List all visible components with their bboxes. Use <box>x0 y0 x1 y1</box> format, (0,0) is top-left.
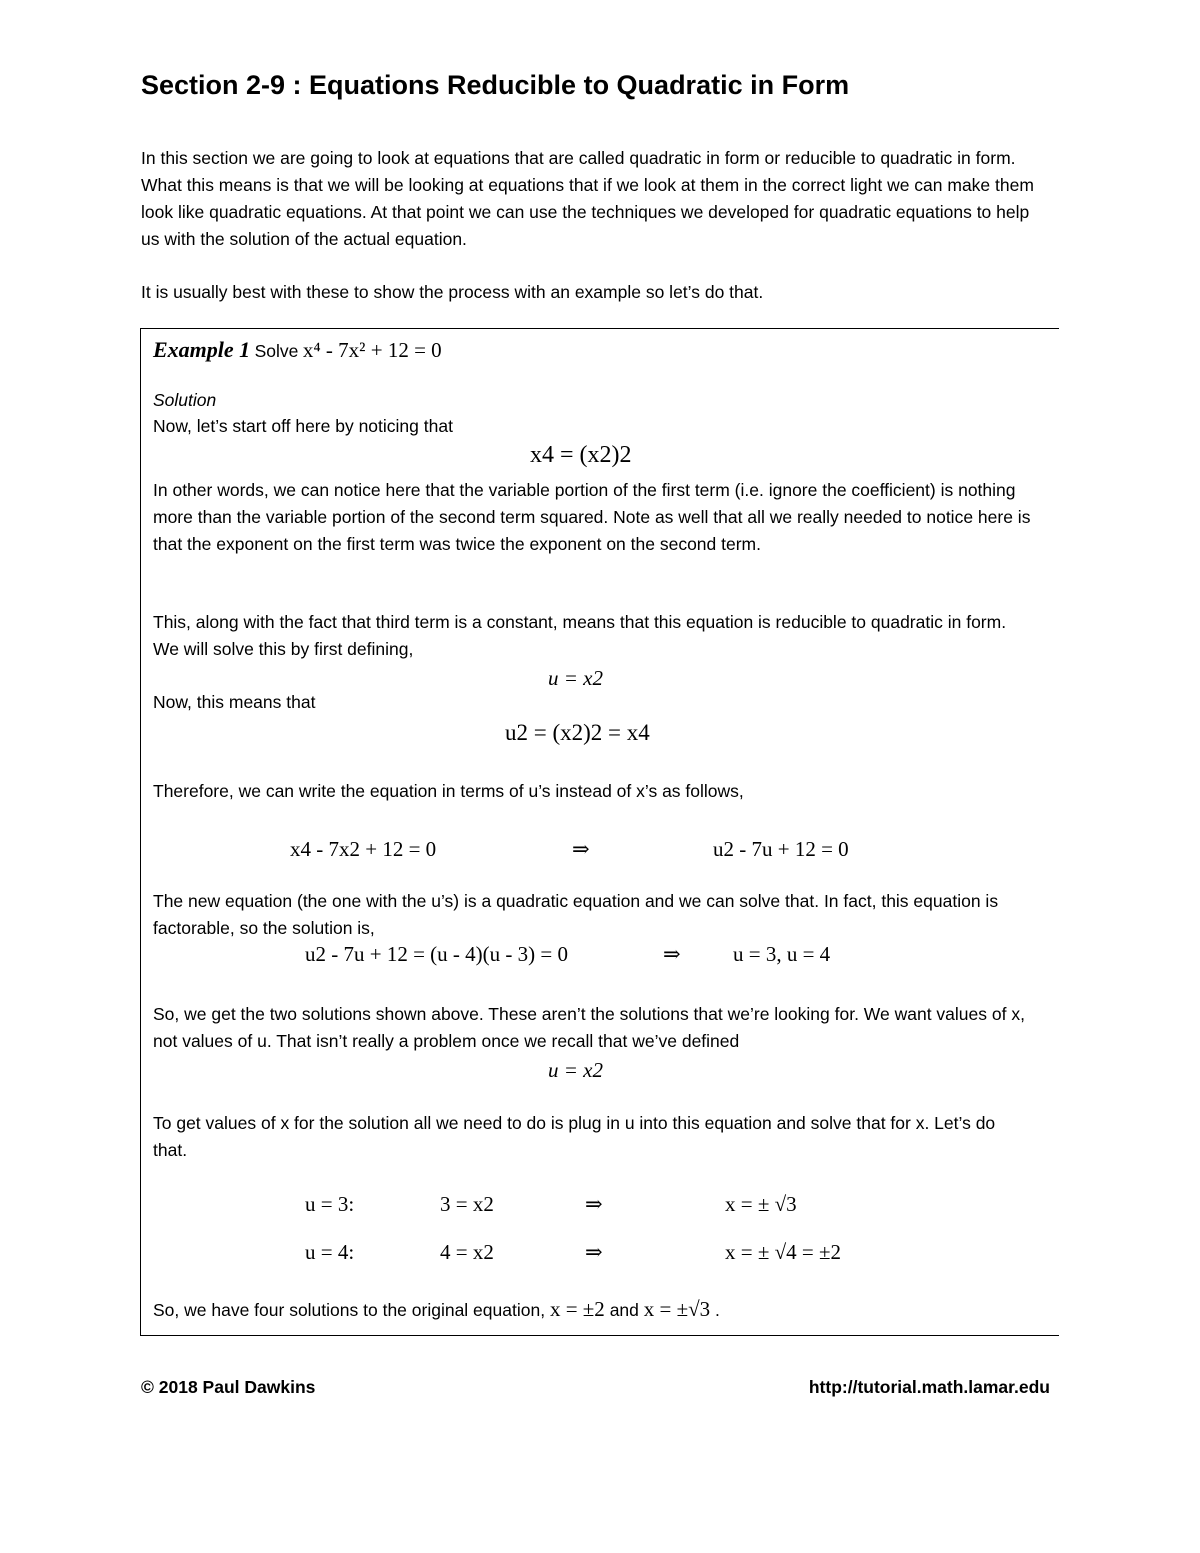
along-paragraph: This, along with the fact that third term is a constant, means that this equation is reducible to quadratic in form. We will solve this by first defining, <box>153 612 1007 659</box>
equation-3-x2: 3 = x2 <box>440 1192 494 1216</box>
means-line: Now, this means that <box>153 692 316 712</box>
final-solution-2: x = ±√3 <box>643 1297 711 1321</box>
solution-label: Solution <box>153 390 217 410</box>
plug-paragraph: To get values of x for the solution all we need to do is plug in u into this equation and solve that for x. Let’s do that. <box>153 1113 996 1160</box>
equation-factored: u2 - 7u + 12 = (u - 4)(u - 3) = 0 <box>305 942 568 966</box>
case-u-4: u = 4: <box>305 1240 355 1264</box>
notice-line: Now, let’s start off here by noticing that <box>153 416 453 436</box>
result-row-2: x = ± √4 = ±2 <box>725 1240 842 1264</box>
final-solution-1: x = ±2 <box>549 1297 605 1321</box>
equation-in-u: u2 - 7u + 12 = 0 <box>713 837 849 861</box>
page-title: Section 2-9 : Equations Reducible to Quadratic in Form <box>141 70 850 100</box>
solve-word: Solve <box>254 341 299 361</box>
final-prefix: So, we have four solutions to the original equation, <box>153 1300 546 1320</box>
example-header <box>153 337 442 363</box>
other-words-paragraph: In other words, we can notice here that the variable portion of the first term (i.e. ignore the coefficient) is nothing more than the variable portion of the second term squared. Note as well that all we really needed to notice here is that the exponent on the first term was twice the exponent on the second term. <box>153 480 1031 554</box>
final-line <box>153 1297 720 1322</box>
implies-arrow-4: ⇒ <box>585 1240 603 1264</box>
equation-roots: u = 3, u = 4 <box>733 942 831 966</box>
example-equation: x⁴ - 7x² + 12 = 0 <box>302 338 442 362</box>
implies-arrow-1: ⇒ <box>572 837 590 861</box>
final-and: and <box>609 1300 639 1320</box>
footer-url-link[interactable]: http://tutorial.math.lamar.edu <box>808 1377 1050 1397</box>
equation-original: x4 - 7x2 + 12 = 0 <box>290 837 437 861</box>
example-label: Example 1 <box>153 337 251 362</box>
so-paragraph: So, we get the two solutions shown above. These aren’t the solutions that we’re looking for. We want values of x, not values of u. That isn’t really a problem once we recall that we’ve defined <box>153 1004 1025 1051</box>
equation-u-definition-2: u = x2 <box>548 1058 603 1082</box>
new-equation-paragraph: The new equation (the one with the u’s) is a quadratic equation and we can solve that. In fact, this equation is factorable, so the solution is, <box>153 891 999 938</box>
equation-u2: u2 = (x2)2 = x4 <box>505 720 650 745</box>
equation-x4: x4 = (x2)2 <box>530 442 632 468</box>
footer-copyright: © 2018 Paul Dawkins <box>141 1377 316 1397</box>
intro-note: It is usually best with these to show the process with an example so let’s do that. <box>141 282 764 302</box>
therefore-line: Therefore, we can write the equation in terms of u’s instead of x’s as follows, <box>153 781 744 801</box>
result-row-1: x = ± √3 <box>725 1192 797 1216</box>
case-u-3: u = 3: <box>305 1192 355 1216</box>
implies-arrow-2: ⇒ <box>663 942 681 966</box>
intro-paragraph: In this section we are going to look at equations that are called quadratic in form or reducible to quadratic in form. What this means is that we will be looking at equations that if we look at them in the correct light we can make them look like quadratic equations. At that point we can use the techniques we developed for quadratic equations to help us with the solution of the actual equation. <box>141 148 1034 249</box>
final-period: . <box>715 1300 720 1320</box>
implies-arrow-3: ⇒ <box>585 1192 603 1216</box>
equation-u-definition: u = x2 <box>548 666 603 690</box>
equation-4-x2: 4 = x2 <box>440 1240 494 1264</box>
